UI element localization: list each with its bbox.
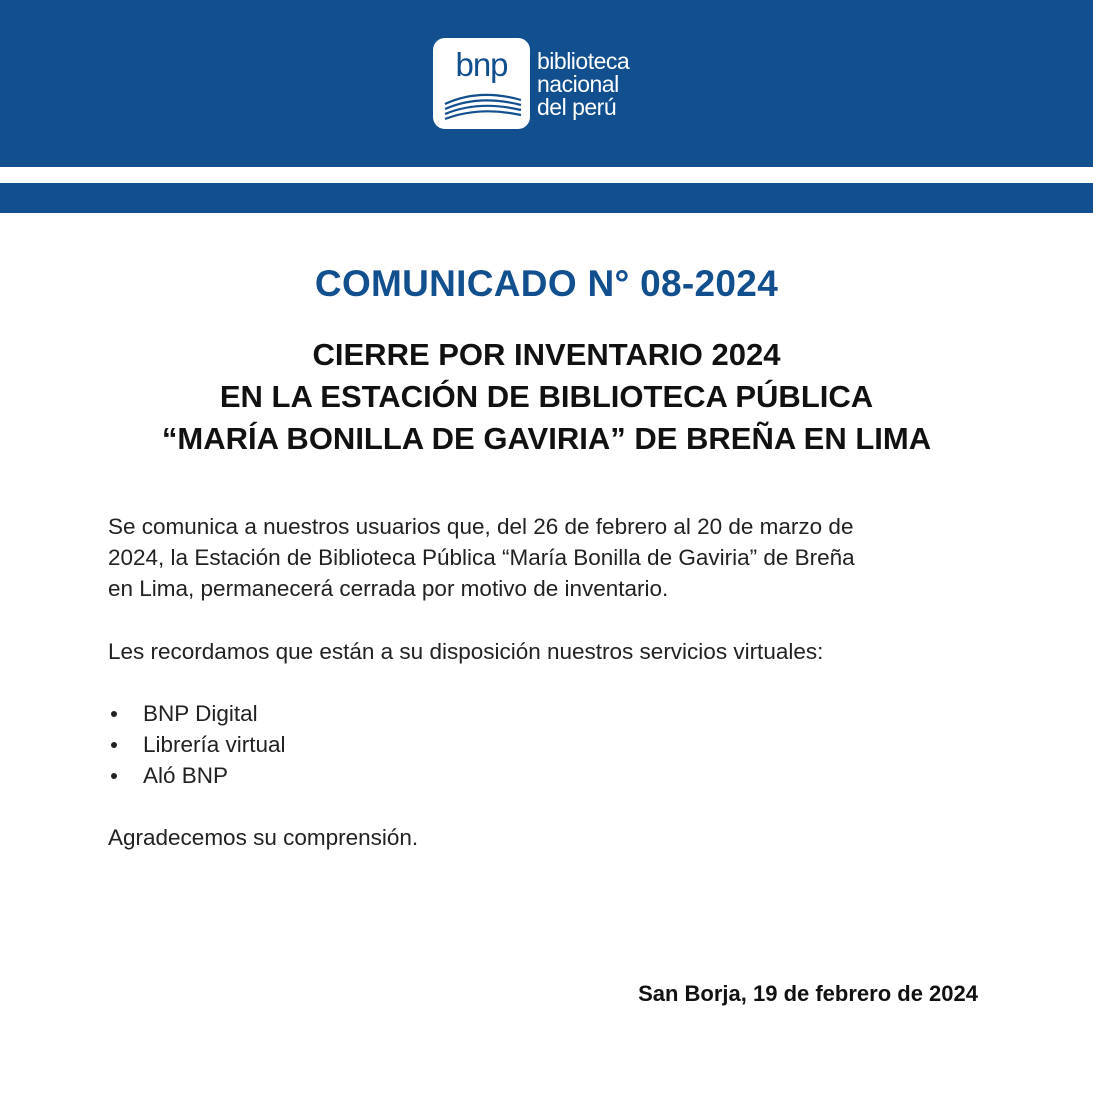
paragraph-line: 2024, la Estación de Biblioteca Pública “María Bonilla de Gaviria” de Breña bbox=[108, 545, 855, 570]
subtitle-line: “MARÍA BONILLA DE GAVIRIA” DE BREÑA EN LIMA bbox=[161, 421, 932, 456]
header-divider-stripe bbox=[0, 183, 1093, 213]
place-and-date: San Borja, 19 de febrero de 2024 bbox=[638, 981, 978, 1006]
bullet-icon bbox=[111, 773, 117, 779]
announcement-paragraph bbox=[108, 511, 1008, 604]
logo-word-line: biblioteca bbox=[537, 48, 630, 74]
services-intro: Les recordamos que están a su disposición nuestros servicios virtuales: bbox=[108, 639, 824, 664]
service-label: Aló BNP bbox=[143, 763, 229, 788]
logo-word-line: del perú bbox=[537, 94, 617, 120]
closing-text: Agradecemos su comprensión. bbox=[108, 825, 419, 850]
service-label: Librería virtual bbox=[143, 732, 286, 757]
logo-word-line: nacional bbox=[537, 71, 619, 97]
virtual-services-list bbox=[108, 698, 286, 791]
bnp-logo-wordmark bbox=[537, 50, 629, 119]
book-waves-icon bbox=[441, 90, 523, 122]
bnp-logo bbox=[433, 38, 629, 130]
bnp-logo-mark-text: bnp bbox=[455, 46, 508, 83]
service-label: BNP Digital bbox=[143, 701, 258, 726]
paragraph-line: Se comunica a nuestros usuarios que, del 26 de febrero al 20 de marzo de bbox=[108, 514, 854, 539]
notice-title: COMUNICADO N° 08-2024 bbox=[314, 263, 779, 304]
bullet-icon bbox=[111, 711, 117, 717]
subtitle-line: EN LA ESTACIÓN DE BIBLIOTECA PÚBLICA bbox=[219, 379, 874, 414]
paragraph-line: en Lima, permanecerá cerrada por motivo de inventario. bbox=[108, 576, 669, 601]
service-item bbox=[108, 729, 286, 760]
notice-subtitle bbox=[0, 334, 1093, 460]
subtitle-line: CIERRE POR INVENTARIO 2024 bbox=[312, 337, 781, 372]
service-item bbox=[108, 698, 286, 729]
bullet-icon bbox=[111, 742, 117, 748]
service-item bbox=[108, 760, 286, 791]
bnp-logo-mark bbox=[433, 38, 530, 129]
